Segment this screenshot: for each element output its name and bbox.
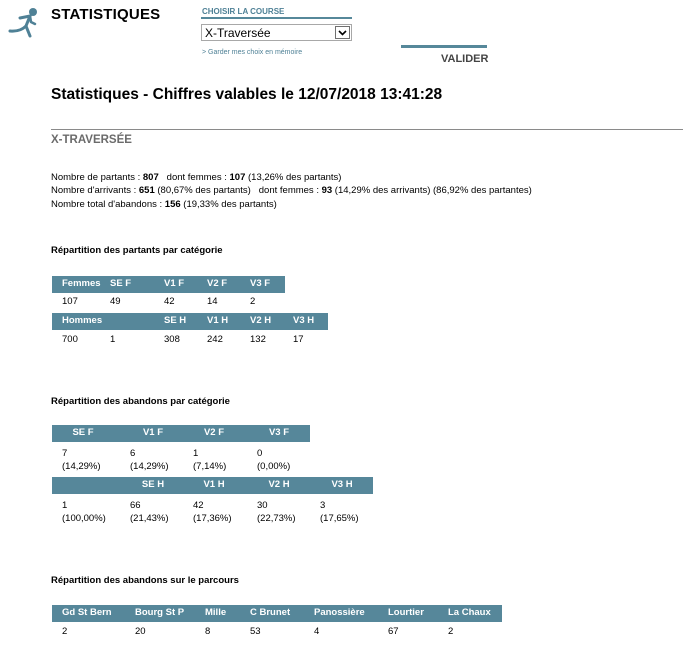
cell-count: 30 (257, 500, 268, 511)
table-cell: 8 (205, 626, 211, 637)
table-cell: 42 (164, 296, 175, 307)
race-name: X-TRAVERSÉE (51, 134, 132, 146)
summary-abandons (51, 199, 277, 210)
summary-label: (80,67% des partants) dont femmes : (154, 185, 322, 196)
table-cell: 4 (314, 626, 320, 637)
column-header: V2 H (268, 479, 290, 490)
table-cell (193, 447, 226, 473)
column-header: V2 F (207, 278, 228, 289)
runner-icon (4, 6, 38, 40)
cell-count: 66 (130, 500, 141, 511)
remember-choices-link[interactable]: > Garder mes choix en mémoire (202, 49, 303, 56)
table-cell (257, 499, 296, 525)
column-header: V1 H (203, 479, 225, 490)
summary-label: Nombre d'arrivants : (51, 185, 139, 196)
cell-count: 42 (193, 500, 204, 511)
table-cell (130, 499, 169, 525)
table-cell: 17 (293, 334, 304, 345)
chevron-down-icon[interactable] (335, 26, 350, 39)
abandons-men-header (52, 477, 373, 494)
column-header: Hommes (62, 315, 103, 326)
table-cell (320, 499, 359, 525)
column-header: V3 H (293, 315, 315, 326)
table-cell: 2 (448, 626, 454, 637)
table-cell (130, 447, 169, 473)
table-cell: 107 (62, 296, 78, 307)
cell-percent: (17,65%) (320, 513, 359, 524)
summary-partants (51, 172, 341, 183)
cell-count: 0 (257, 448, 263, 459)
summary-label: dont femmes : (158, 172, 230, 183)
summary-arrivants (51, 185, 532, 196)
summary-label: Nombre de partants : (51, 172, 143, 183)
column-header: SE H (164, 315, 187, 326)
column-header: V1 F (164, 278, 185, 289)
table-cell (193, 499, 232, 525)
column-header: V2 H (250, 315, 272, 326)
cell-percent: (21,43%) (130, 513, 169, 524)
column-header: Lourtier (388, 607, 424, 618)
column-header: C Brunet (250, 607, 291, 618)
abandons-women-header (52, 425, 310, 442)
summary-value: 807 (142, 172, 159, 183)
table-cell: 308 (164, 334, 180, 345)
partants-men-header (52, 313, 328, 330)
column-header: V3 F (268, 427, 290, 438)
cell-count: 6 (130, 448, 136, 459)
course-select-label: CHOISIR LA COURSE (202, 7, 285, 16)
cell-count: 1 (62, 500, 68, 511)
column-header: Femmes (62, 278, 101, 289)
cell-percent: (100,00%) (62, 513, 106, 524)
course-label-underline (201, 17, 352, 19)
validate-button-bar (401, 45, 487, 48)
column-header: V1 H (207, 315, 229, 326)
course-select[interactable] (201, 24, 352, 41)
cell-count: 3 (320, 500, 326, 511)
column-header: SE F (72, 427, 94, 438)
column-header: Bourg St P (135, 607, 185, 618)
table-cell: 20 (135, 626, 146, 637)
summary-value: 651 (138, 185, 155, 196)
summary-label: Nombre total d'abandons : (51, 199, 165, 210)
column-header: Gd St Bern (62, 607, 112, 618)
divider (51, 129, 683, 130)
summary-label: (14,29% des arrivants) (86,92% des partantes) (332, 185, 532, 196)
section-title-abandons-category: Répartition des abandons par catégorie (51, 396, 230, 407)
table-cell: 700 (62, 334, 78, 345)
page-title: Statistiques - Chiffres valables le 12/07/2018 13:41:28 (51, 86, 443, 103)
column-header: SE F (110, 278, 132, 289)
column-header: SE H (141, 479, 165, 490)
cell-percent: (14,29%) (62, 461, 101, 472)
validate-button[interactable]: VALIDER (441, 53, 489, 65)
column-header: V3 H (331, 479, 353, 490)
summary-value: 156 (164, 199, 181, 210)
table-cell (257, 447, 290, 473)
table-cell: 242 (207, 334, 223, 345)
table-cell: 2 (250, 296, 256, 307)
column-header: La Chaux (448, 607, 491, 618)
app-title: STATISTIQUES (51, 6, 161, 23)
column-header: Mille (205, 607, 227, 618)
summary-value: 93 (321, 185, 333, 196)
course-select-value: X-Traversée (205, 26, 271, 40)
table-cell: 53 (250, 626, 261, 637)
cell-percent: (7,14%) (193, 461, 227, 472)
table-cell: 49 (110, 296, 121, 307)
table-cell: 2 (62, 626, 68, 637)
table-cell (62, 447, 101, 473)
cell-percent: (14,29%) (130, 461, 169, 472)
cell-count: 1 (193, 448, 199, 459)
section-title-partants: Répartition des partants par catégorie (51, 245, 223, 256)
table-cell: 1 (110, 334, 116, 345)
table-cell: 14 (207, 296, 218, 307)
table-cell: 67 (388, 626, 399, 637)
summary-label: (13,26% des partants) (245, 172, 342, 183)
section-title-abandons-course: Répartition des abandons sur le parcours (51, 575, 239, 586)
cell-percent: (17,36%) (193, 513, 232, 524)
parcours-header (52, 605, 502, 622)
cell-count: 7 (62, 448, 68, 459)
column-header: V2 F (203, 427, 225, 438)
table-cell (62, 499, 106, 525)
summary-label: (19,33% des partants) (180, 199, 277, 210)
summary-value: 107 (229, 172, 246, 183)
partants-women-header (52, 276, 285, 293)
cell-percent: (22,73%) (257, 513, 296, 524)
column-header: Panossière (314, 607, 365, 618)
table-cell: 132 (250, 334, 266, 345)
column-header: V3 F (250, 278, 271, 289)
cell-percent: (0,00%) (257, 461, 291, 472)
column-header: V1 F (142, 427, 164, 438)
